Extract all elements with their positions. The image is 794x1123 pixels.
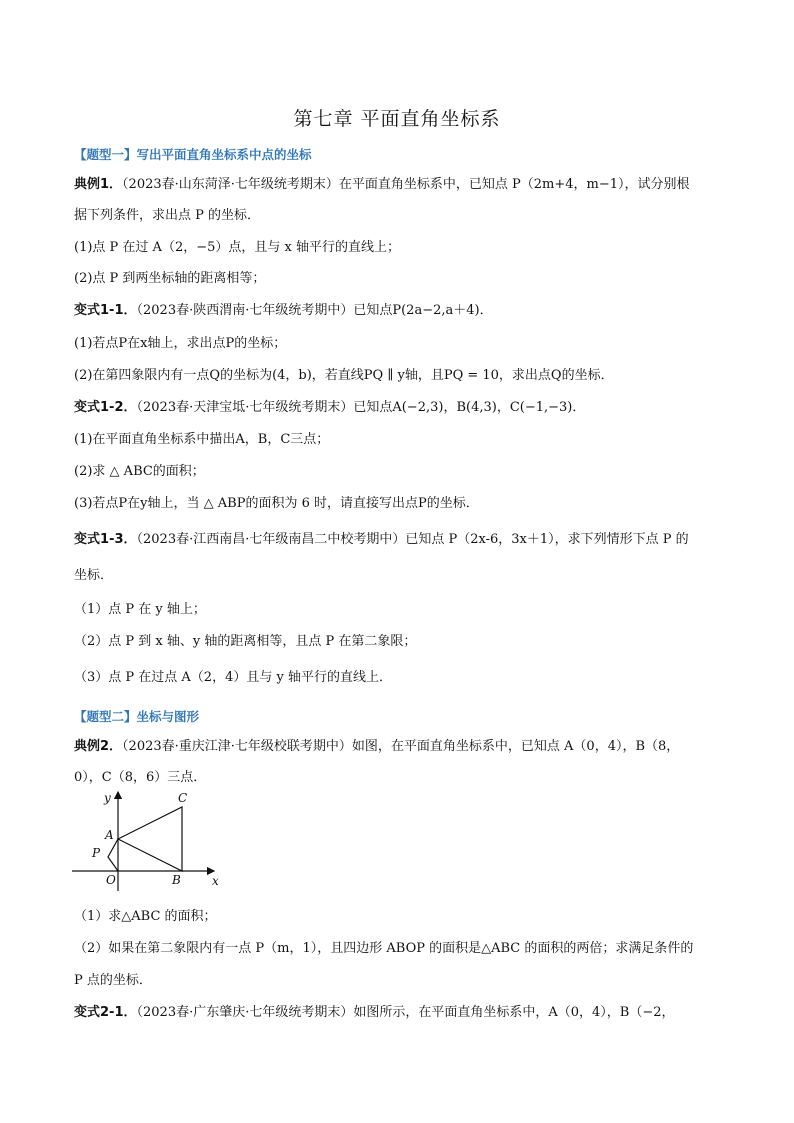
- line-text: （2023春·陕西渭南·七年级统考期中）已知点P(2a−2,a＋4)．: [136, 303, 493, 318]
- text-line: [74, 335, 724, 353]
- point-a-label: A: [105, 828, 114, 842]
- text-line: [74, 633, 724, 651]
- line-text: (2)求 △ ABC的面积；: [74, 464, 205, 479]
- line-text: (2)点 P 到两坐标轴的距离相等；: [74, 271, 266, 286]
- text-line: [74, 239, 724, 257]
- text-line: [74, 367, 724, 385]
- line-text: 据下列条件，求出点 P 的坐标．: [74, 208, 261, 223]
- line-text: （1）点 P 在 y 轴上；: [74, 602, 206, 617]
- text-line: [74, 207, 724, 225]
- text-line: [74, 176, 724, 194]
- point-c-label: C: [178, 791, 188, 805]
- page-title: 第七章 平面直角坐标系: [293, 108, 501, 130]
- text-line: [74, 463, 724, 481]
- line-text: （2023春·广东肇庆·七年级统考期末）如图所示，在平面直角坐标系中，A（0，4），B（−2，: [136, 1005, 675, 1020]
- text-line: [74, 431, 724, 449]
- line-text: (3)若点P在y轴上，当 △ ABP的面积为 6 时，请直接写出点P的坐标．: [74, 496, 479, 511]
- point-b-label: B: [172, 873, 181, 887]
- text-line: [74, 669, 724, 687]
- text-line: [74, 399, 724, 417]
- text-line: [74, 1004, 724, 1022]
- problem-label: 变式2-1．: [74, 1005, 137, 1020]
- text-line: [74, 738, 724, 756]
- y-axis-label: y: [104, 791, 111, 805]
- text-line: [74, 940, 724, 958]
- problem-label: 变式1-3．: [74, 532, 137, 547]
- section-heading-2: 【题型二】坐标与图形: [74, 709, 200, 724]
- line-text: （2023春·天津宝坻·七年级统考期末）已知点A(−2,3)，B(4,3)，C(−1,−3)．: [136, 400, 586, 415]
- coordinate-figure: [72, 786, 232, 894]
- line-text: （3）点 P 在过点 A（2，4）且与 y 轴平行的直线上．: [74, 670, 392, 685]
- x-axis-label: x: [212, 874, 219, 888]
- line-text: (1)在平面直角坐标系中描出A，B，C三点；: [74, 432, 330, 447]
- line-text: (1)若点P在x轴上，求出点P的坐标；: [74, 336, 287, 351]
- line-text: (1)点 P 在过 A（2，−5）点，且与 x 轴平行的直线上；: [74, 240, 400, 255]
- text-line: [74, 908, 724, 926]
- line-text: （2023春·山东菏泽·七年级统考期末）在平面直角坐标系中，已知点 P（2m+4，m−1），试分别根: [122, 177, 690, 192]
- line-text: (2)在第四象限内有一点Q的坐标为(4，b)，若直线PQ ∥ y轴，且PQ = 10，求出点Q的坐标．: [74, 368, 614, 383]
- text-line: [74, 567, 724, 585]
- text-line: [74, 531, 724, 549]
- line-text: （2023春·江西南昌·七年级南昌二中校考期中）已知点 P（2x-6，3x＋1），求下列情形下点 P 的: [136, 532, 689, 547]
- problem-label: 变式1-2．: [74, 400, 137, 415]
- line-text: （1）求△ABC 的面积；: [74, 909, 217, 924]
- point-p-label: P: [92, 846, 101, 860]
- line-text: （2）如果在第二象限内有一点 P（m，1），且四边形 ABOP 的面积是△ABC 的面积的两倍；求满足条件的: [74, 941, 694, 956]
- origin-label: O: [106, 873, 116, 887]
- text-line: [74, 495, 724, 513]
- problem-label: 典例2．: [74, 739, 123, 754]
- segment-pa-po: [108, 839, 118, 871]
- text-line: [74, 302, 724, 320]
- problem-label: 典例1．: [74, 177, 123, 192]
- line-text: （2）点 P 到 x 轴、y 轴的距离相等，且点 P 在第二象限；: [74, 634, 417, 649]
- section-heading-1: 【题型一】写出平面直角坐标系中点的坐标: [74, 147, 312, 162]
- triangle-abc: [118, 807, 182, 871]
- text-line: [74, 769, 724, 787]
- problem-label: 变式1-1．: [74, 303, 137, 318]
- line-text: P 点的坐标．: [74, 973, 152, 988]
- line-text: （2023春·重庆江津·七年级校联考期中）如图，在平面直角坐标系中，已知点 A（0，4），B（8，: [122, 739, 680, 754]
- line-text: 坐标．: [74, 568, 114, 583]
- text-line: [74, 601, 724, 619]
- line-text: 0），C（8，6）三点．: [74, 770, 207, 785]
- text-line: [74, 270, 724, 288]
- text-line: [74, 972, 724, 990]
